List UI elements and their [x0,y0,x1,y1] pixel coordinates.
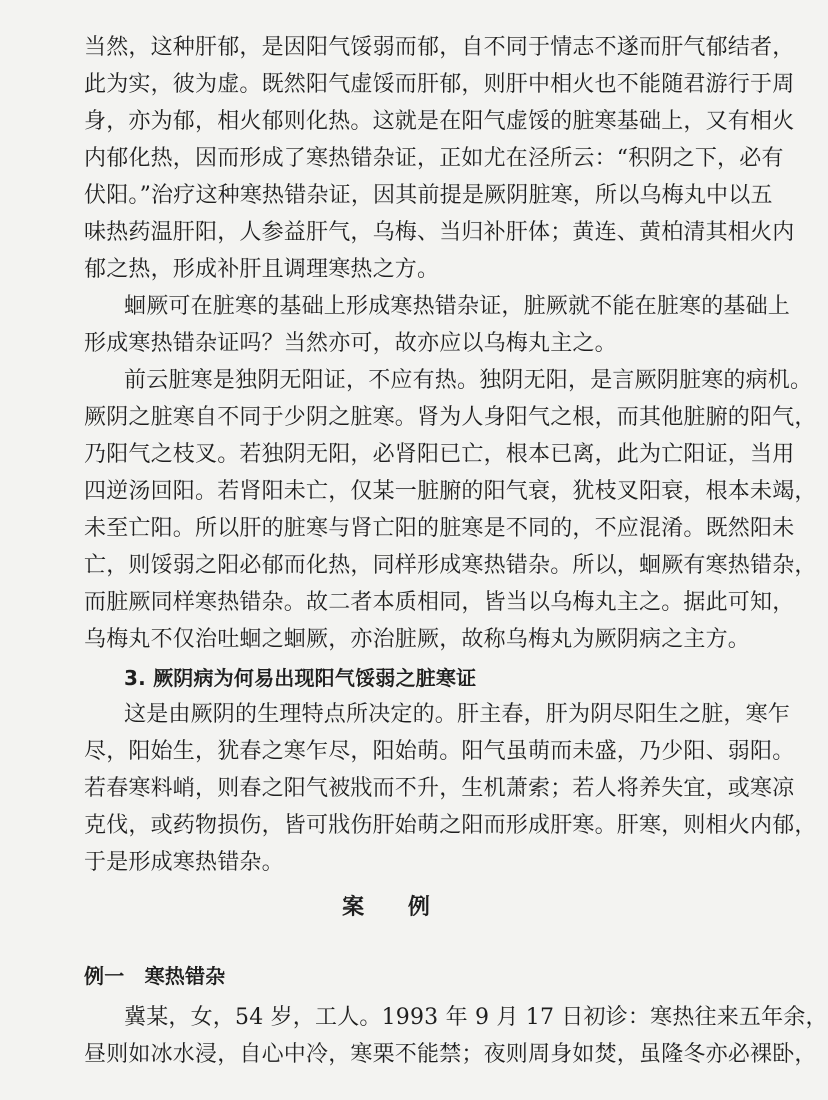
text-line: 这是由厥阴的生理特点所决定的。肝主春，肝为阴尽阳生之脏，寒乍 [124,702,791,727]
text-line: 四逆汤回阳。若肾阳未亡，仅某一脏腑的阳气衰，犹枝叉阳衰，根本未竭， [84,479,817,504]
text-line: 尽，阳始生，犹春之寒乍尽，阳始萌。阳气虽萌而未盛，乃少阳、弱阳。 [84,739,795,764]
text-line: 乃阳气之枝叉。若独阴无阳，必肾阳已亡，根本已离，此为亡阳证，当用 [84,442,795,467]
text-line: 形成寒热错杂证吗？当然亦可，故亦应以乌梅丸主之。 [84,331,617,356]
case-title: 案 例 [342,895,448,920]
text-line: 当然，这种肝郁，是因阳气馁弱而郁，自不同于情志不遂而肝气郁结者， [84,35,795,60]
text-line: 前云脏寒是独阴无阳证，不应有热。独阴无阳，是言厥阴脏寒的病机。 [124,368,813,393]
text-line: 身，亦为郁，相火郁则化热。这就是在阳气虚馁的脏寒基础上，又有相火 [84,109,795,134]
section-heading: 3. 厥阴病为何易出现阳气馁弱之脏寒证 [124,666,477,690]
text-line: 内郁化热，因而形成了寒热错杂证，正如尤在泾所云：“积阴之下，必有 [84,146,784,171]
text-line: 郁之热，形成补肝且调理寒热之方。 [84,257,440,282]
text-line: 而脏厥同样寒热错杂。故二者本质相同，皆当以乌梅丸主之。据此可知， [84,590,795,615]
text-line: 味热药温肝阳，人参益肝气，乌梅、当归补肝体；黄连、黄柏清其相火内 [84,220,795,245]
text-line: 若春寒料峭，则春之阳气被戕而不升，生机萧索；若人将养失宜，或寒凉 [84,776,795,801]
text-line: 蛔厥可在脏寒的基础上形成寒热错杂证，脏厥就不能在脏寒的基础上 [124,294,791,319]
text-line: 此为实，彼为虚。既然阳气虚馁而肝郁，则肝中相火也不能随君游行于周 [84,72,795,97]
text-line: 克伐，或药物损伤，皆可戕伤肝始萌之阳而形成肝寒。肝寒，则相火内郁， [84,813,817,838]
text-line: 乌梅丸不仅治吐蛔之蛔厥，亦治脏厥，故称乌梅丸为厥阴病之主方。 [84,627,751,652]
text-line: 厥阴之脏寒自不同于少阴之脏寒。肾为人身阳气之根，而其他脏腑的阳气， [84,405,817,430]
text-line: 未至亡阳。所以肝的脏寒与肾亡阳的脏寒是不同的，不应混淆。既然阳未 [84,516,795,541]
text-line: 昼则如冰水浸，自心中冷，寒栗不能禁；夜则周身如焚，虽隆冬亦必裸卧， [84,1042,817,1067]
text-line: 于是形成寒热错杂。 [84,850,284,875]
case-subtitle: 例一 寒热错杂 [84,964,226,988]
text-line: 伏阳。”治疗这种寒热错杂证，因其前提是厥阴脏寒，所以乌梅丸中以五 [84,183,773,208]
text-line: 冀某，女，54 岁，工人。1993 年 9 月 17 日初诊：寒热往来五年余， [124,1005,828,1030]
text-line: 亡，则馁弱之阳必郁而化热，同样形成寒热错杂。所以，蛔厥有寒热错杂， [84,553,817,578]
